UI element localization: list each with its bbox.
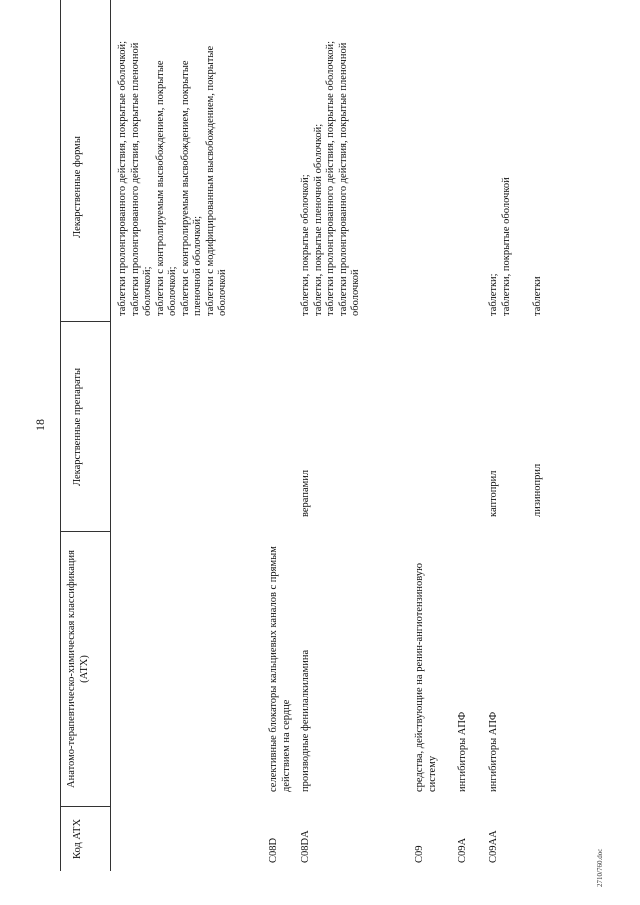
forms-list [488,26,513,316]
form-item: таблетки с контролируемым высвобождением, покрытые оболочкой; [154,60,178,316]
form-item: таблетки, покрытые оболочкой; [300,174,311,316]
form-item: таблетки пролонгированного действия, покрытые оболочкой; [325,41,336,316]
form-item: таблетки с модифицированным высвобождением, покрытые оболочкой [204,45,228,316]
atx-classification: ингибиторы АПФ [457,711,468,792]
atx-code: C09AA [488,830,499,863]
atx-code: C08D [268,837,279,863]
header-drugs: Лекарственные препараты [72,367,83,487]
drug-name: лизиноприл [532,463,543,517]
atx-classification: средства, действующие на ренин-ангиотензиновую систему [414,563,438,792]
form-item: таблетки пролонгированного действия, покрытые пленочной оболочкой; [129,42,153,316]
form-item: таблетки [532,276,543,316]
column-divider [60,321,110,322]
form-item: таблетки; [488,273,499,316]
atx-code: C08DA [300,830,311,863]
table-top-border [60,0,61,871]
forms-list [117,26,230,316]
header-code: Код АТХ [72,818,83,860]
column-divider [60,806,110,807]
header-forms: Лекарственные формы [72,136,83,238]
column-divider [60,531,110,532]
form-item: таблетки пролонгированного действия, покрытые оболочкой; [117,41,128,316]
form-item: таблетки, покрытые пленочной оболочкой; [312,123,324,316]
atx-code: C09 [414,845,425,863]
atx-code: C09A [457,837,468,863]
forms-list [300,26,363,316]
header-bottom-border [110,0,111,871]
forms-list [532,26,545,316]
page-number: 18 [33,419,47,431]
atx-classification: производные фенилалкиламина [300,649,311,792]
file-reference: 2710/760.doc [596,848,604,887]
form-item: таблетки пролонгированного действия, покрытые пленочной оболочкой [337,42,361,316]
form-item: таблетки, покрытые оболочкой [500,177,512,316]
drug-name: каптоприл [488,470,499,517]
form-item: таблетки с контролируемым высвобождением, покрытые пленочной оболочкой; [179,60,203,316]
header-classification: Анатомо-терапевтическо-химическая классификация (АТХ) [66,550,90,788]
drug-name: верапамил [300,469,311,517]
atx-classification: ингибиторы АПФ [488,711,499,792]
atx-classification: селективные блокаторы кальциевых каналов с прямым действием на сердце [268,546,292,792]
